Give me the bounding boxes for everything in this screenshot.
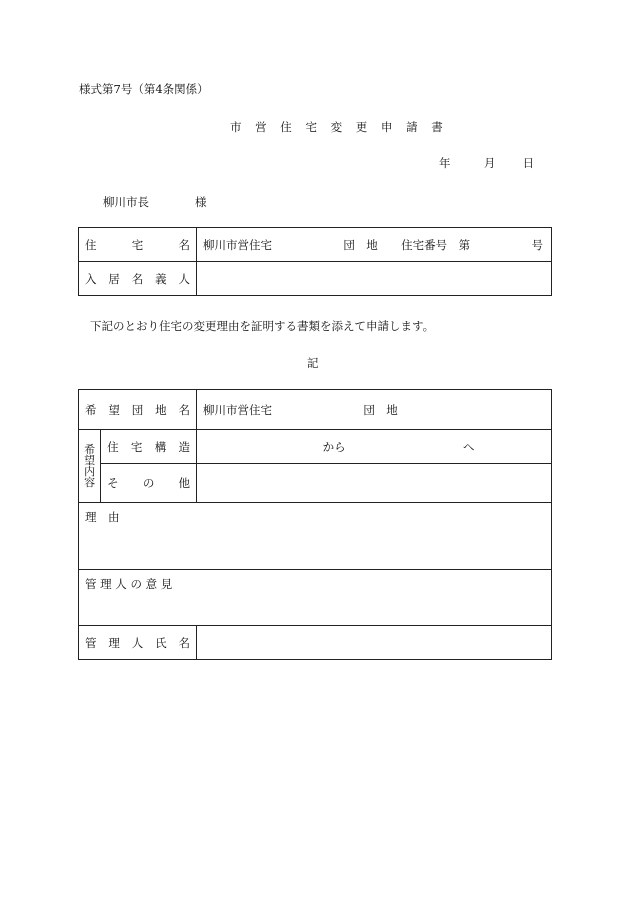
label-char: 宅 [131, 237, 144, 252]
label-char: 名 [178, 635, 190, 650]
date-line [439, 155, 534, 171]
address-label [79, 228, 197, 262]
housing-number-go: 号 [531, 237, 543, 252]
table-row [79, 390, 552, 430]
intro-text: 下記のとおり住宅の変更理由を証明する書類を添えて申請します。 [90, 319, 435, 333]
reason-field[interactable] [79, 503, 552, 570]
label-char: 地 [155, 402, 167, 417]
other-field[interactable] [197, 464, 552, 503]
table-row [79, 262, 552, 296]
structure-field[interactable] [197, 430, 552, 464]
table-row [79, 228, 552, 262]
desired-danchi-label [79, 390, 197, 430]
addressee-honorific: 様 [195, 195, 207, 209]
reason-label: 理 由 [85, 510, 120, 524]
manager-opinion-label: 管 理 人 の 意 見 [85, 577, 173, 591]
resident-label [79, 262, 197, 296]
document-title: 市 営 住 宅 変 更 申 請 書 [230, 120, 448, 134]
address-prefix: 柳川市営住宅 [203, 237, 272, 252]
label-char: 他 [178, 476, 190, 490]
label-char: 理 [108, 635, 120, 650]
desired-content-label [79, 430, 101, 503]
table-row [79, 570, 552, 626]
label-char: 人 [131, 635, 144, 650]
housing-number-label: 住宅番号 第 [401, 237, 471, 252]
date-month: 月 [483, 156, 496, 170]
manager-name-label [79, 626, 197, 660]
manager-name-field[interactable] [197, 626, 552, 660]
manager-opinion-field[interactable] [79, 570, 552, 626]
housing-info-table [78, 227, 552, 296]
table-row [79, 503, 552, 570]
addressee-name: 柳川市長 [103, 195, 149, 209]
label-char: 宅 [130, 439, 143, 454]
label-char: 入 [85, 271, 97, 286]
ki-heading: 記 [307, 356, 319, 370]
structure-from: から [322, 439, 346, 454]
desired-danchi-field[interactable] [197, 390, 552, 430]
table-row [79, 430, 552, 464]
label-char: 管 [85, 635, 97, 650]
table-row [79, 626, 552, 660]
addressee [103, 194, 207, 210]
label-char: 造 [178, 439, 190, 454]
date-day: 日 [522, 156, 535, 170]
other-label [101, 464, 197, 503]
label-char: 構 [154, 439, 167, 454]
label-char: 希 [85, 402, 97, 417]
resident-field[interactable] [197, 262, 552, 296]
structure-to: へ [462, 439, 475, 454]
desired-danchi-suffix: 団 地 [363, 402, 398, 417]
label-char: 団 [131, 402, 144, 417]
table-row [79, 464, 552, 503]
desired-danchi-prefix: 柳川市営住宅 [203, 402, 272, 417]
label-char: そ [107, 476, 119, 490]
desired-content-text: 希望内容 [84, 443, 96, 489]
label-char: 名 [131, 271, 144, 286]
form-number: 様式第7号（第4条関係） [79, 82, 209, 96]
request-details-table [78, 389, 552, 660]
label-char: 望 [108, 402, 120, 417]
label-char: 義 [155, 271, 167, 286]
date-year: 年 [439, 156, 451, 170]
label-char: 住 [85, 237, 97, 252]
label-char: 住 [107, 439, 119, 454]
address-danchi: 団 地 [343, 237, 378, 252]
label-char: の [142, 476, 155, 490]
label-char: 居 [108, 271, 120, 286]
structure-label [101, 430, 197, 464]
label-char: 名 [178, 237, 190, 252]
address-field[interactable] [197, 228, 552, 262]
label-char: 氏 [155, 635, 167, 650]
label-char: 名 [178, 402, 190, 417]
label-char: 人 [178, 271, 190, 286]
